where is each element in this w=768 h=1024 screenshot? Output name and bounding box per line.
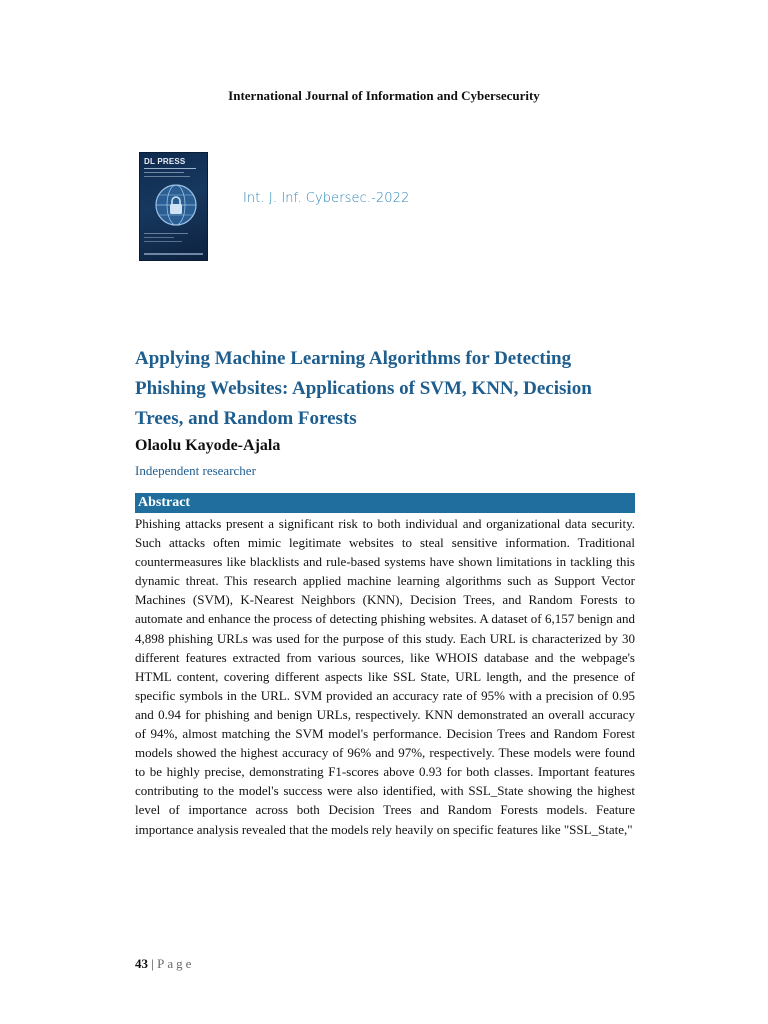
abstract-text: Phishing attacks present a significant risk to both individual and organizational data security. Such attacks often mimic legitimate websites to steal sensitive information. Traditional countermeasures like blacklists and rule-based systems have shown limitations in tackling this dynamic threat. This research applied machine learning algorithms such as Support Vector Machines (SVM), K-Nearest Neighbors (KNN), Decision Trees, and Random Forests to automate and enhance the process of detecting phishing websites. A dataset of 6,157 benign and 4,898 phishing URLs was used for the purpose of this study. Each URL is characterized by 30 different features extracted from various sources, like WHOIS database and the webpage's HTML content, covering different aspects like SSL State, URL length, and the presence of specific symbols in the URL. SVM provided an accuracy rate of 95% with a precision of 0.95 and 0.94 for phishing and benign URLs, respectively. KNN demonstrated an overall accuracy of 94%, almost matching the SVM model's performance. Decision Trees and Random Forest models showed the highest accuracy of 96% and 97%, respectively. These models were found to be highly precise, demonstrating F1-scores above 0.93 for both classes. Important features contributing to the model's success were also identified, with SSL_State showing the highest level of importance across both Decision Trees and Random Forests models. Feature importance analysis revealed that the models rely heavily on specific features like "SSL_State," — [135, 516, 635, 837]
article-title: Applying Machine Learning Algorithms for Detecting Phishing Websites: Applications of SVM, KNN, Decision Trees, and Random Forests — [135, 348, 592, 429]
footer-separator: | — [151, 956, 154, 971]
cover-decoration-line — [144, 172, 184, 173]
page-footer — [135, 956, 194, 972]
cover-footer-bar — [144, 253, 203, 255]
journal-cover-image — [140, 153, 207, 260]
cover-decoration-line — [144, 241, 182, 242]
cover-globe-lock-icon — [154, 183, 198, 227]
cover-decoration-line — [144, 237, 174, 238]
journal-citation: Int. J. Inf. Cybersec.-2022 — [243, 191, 410, 206]
cover-decoration-line — [144, 233, 188, 234]
cover-brand-text: DL PRESS — [144, 157, 186, 166]
page-number: 43 — [135, 956, 148, 971]
journal-header: International Journal of Information and Cybersecurity — [228, 88, 540, 103]
author-affiliation: Independent researcher — [135, 463, 256, 478]
page-label: Page — [157, 956, 195, 971]
cover-decoration-line — [144, 168, 196, 169]
cover-decoration-line — [144, 176, 190, 177]
author-name: Olaolu Kayode-Ajala — [135, 437, 281, 454]
abstract-heading: Abstract — [135, 493, 635, 513]
